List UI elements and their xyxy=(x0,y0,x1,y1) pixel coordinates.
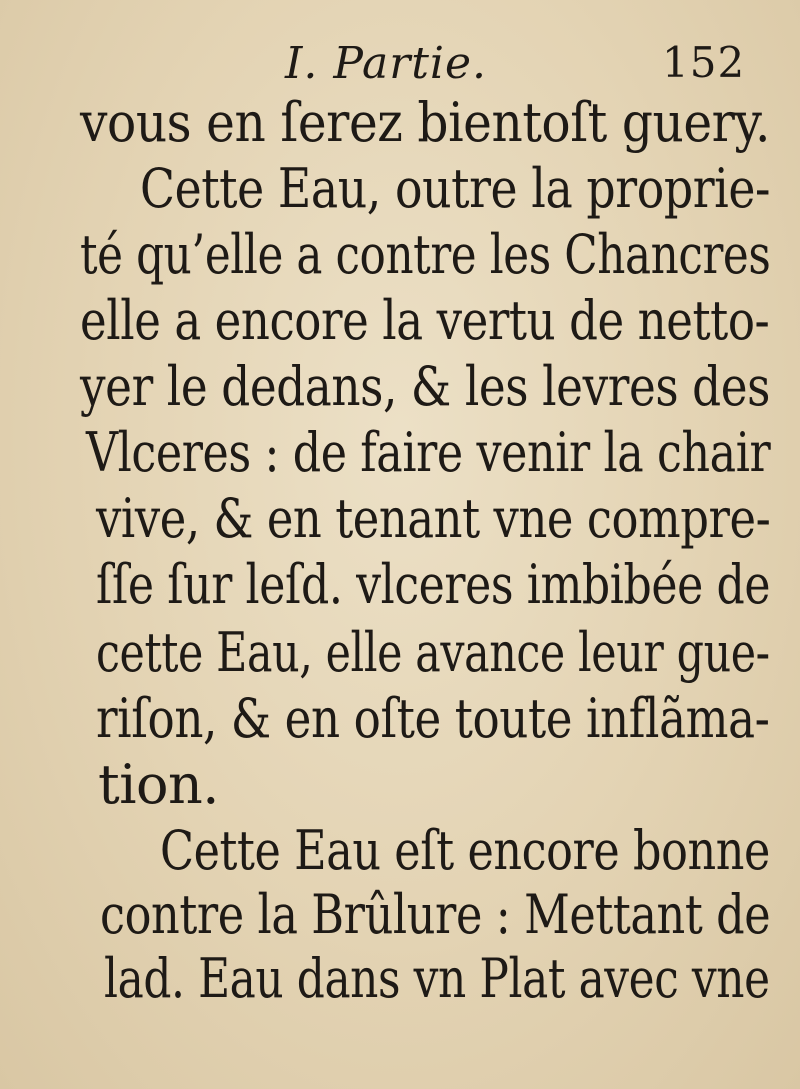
page-header xyxy=(0,32,800,92)
text-line: vous en ſerez bientoſt guery. xyxy=(80,91,770,154)
text-line: Cette Eau eſt encore bonne xyxy=(160,819,770,882)
running-head: I. Partie. xyxy=(285,38,488,89)
text-line: elle a encore la vertu de netto- xyxy=(80,289,770,352)
text-line: lad. Eau dans vn Plat avec vne xyxy=(104,947,770,1010)
text-line: Vlceres : de faire venir la chair xyxy=(86,421,771,484)
text-line: tion. xyxy=(98,753,219,816)
text-line: Cette Eau, outre la proprie- xyxy=(140,157,771,220)
text-line: contre la Brûlure : Mettant de xyxy=(100,883,771,946)
text-line: riſon, & en oſte toute inflãma- xyxy=(96,687,770,750)
page-number: 152 xyxy=(662,38,746,87)
text-line: cette Eau, elle avance leur gue- xyxy=(96,621,770,684)
text-line: ſſe ſur leſd. vlceres imbibée de xyxy=(96,553,771,616)
text-line: yer le dedans, & les levres des xyxy=(80,355,770,418)
text-line: vive, & en tenant vne compre- xyxy=(96,487,771,550)
text-line: té qu’elle a contre les Chancres xyxy=(80,223,771,286)
